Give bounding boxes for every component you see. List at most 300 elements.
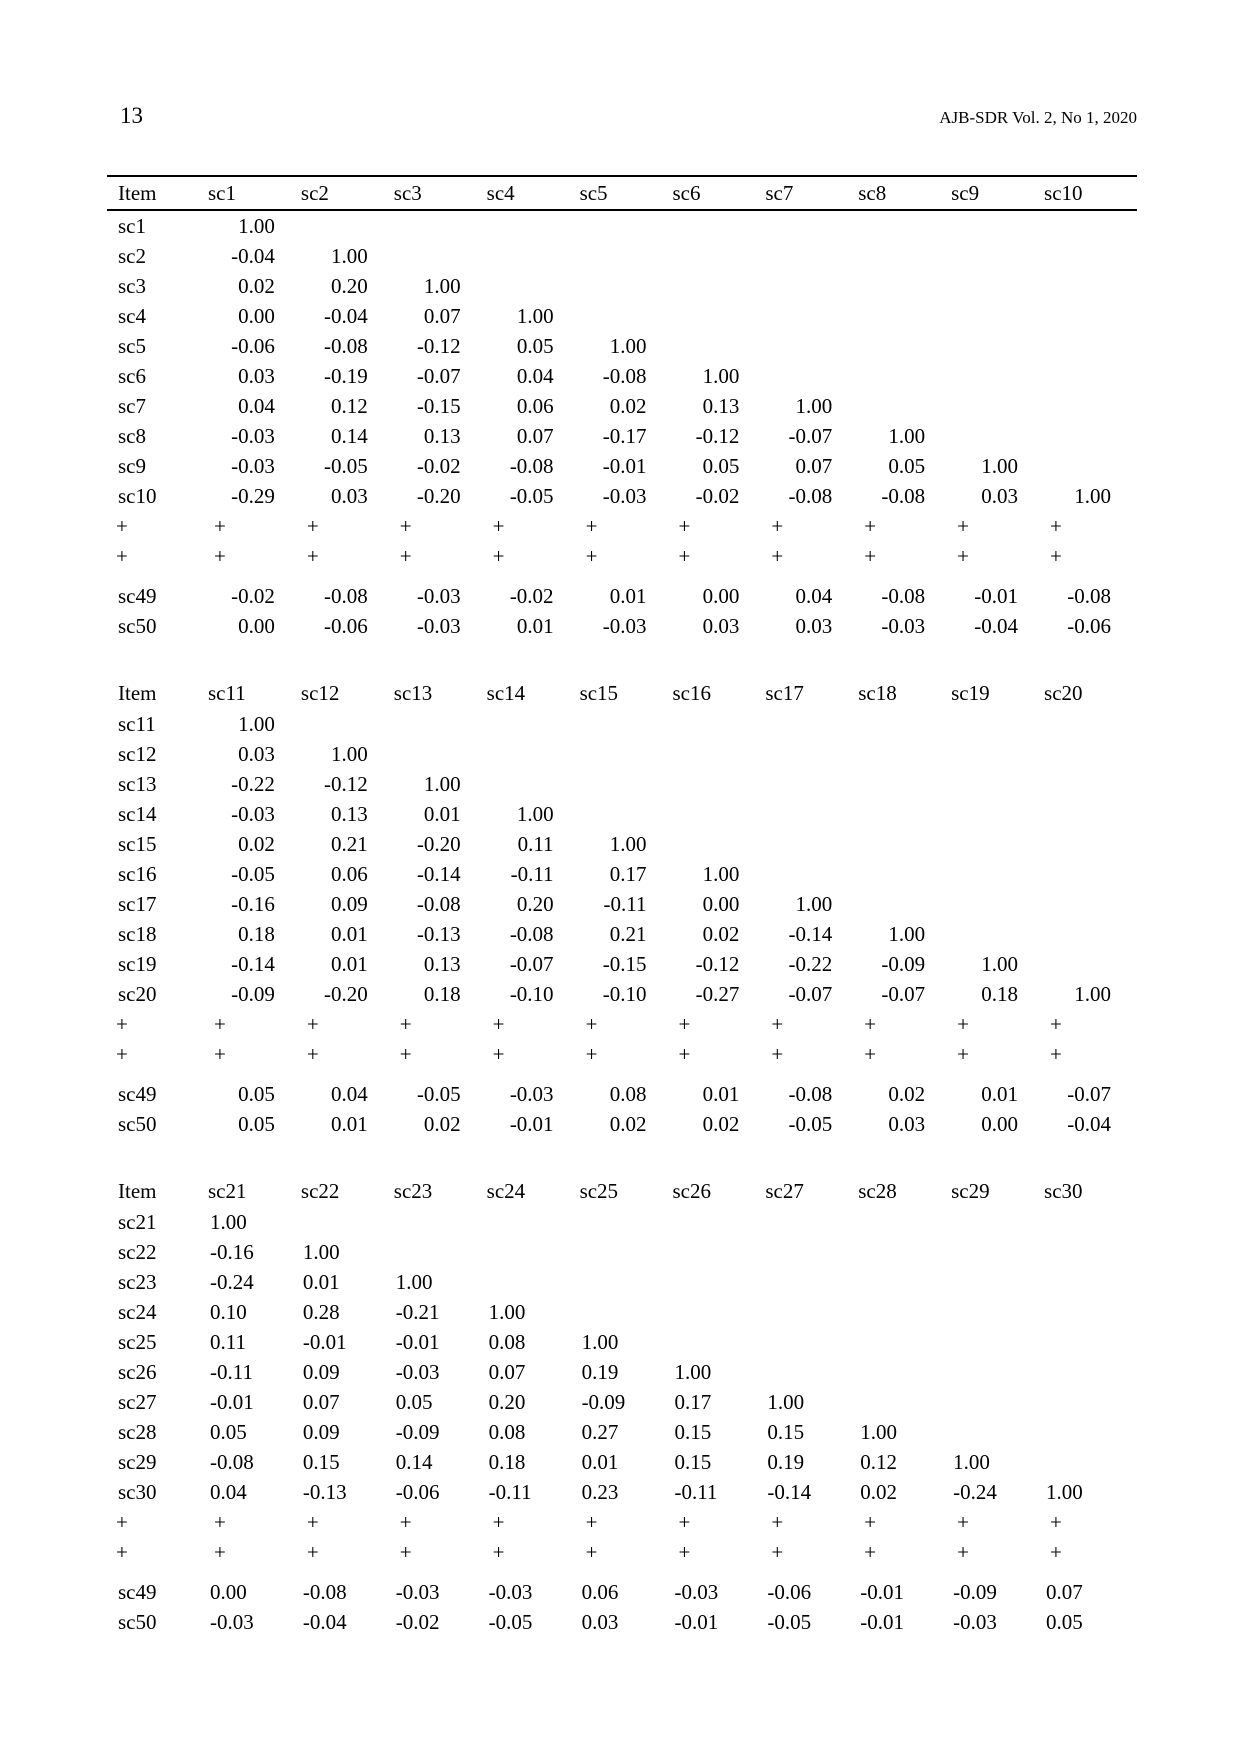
empty-cell [580,799,673,829]
empty-cell [765,1327,858,1357]
empty-cell [858,1387,951,1417]
correlation-value: -0.01 [860,1579,904,1604]
correlation-value: -0.03 [953,1609,997,1634]
empty-cell [858,241,951,271]
correlation-value: 0.01 [702,1081,740,1106]
table-row-sc15 [107,829,1137,859]
correlation-value: -0.27 [695,981,740,1006]
row-label: sc8 [118,423,146,448]
empty-cell [858,361,951,391]
column-header-sc4: sc4 [486,180,515,205]
correlation-value: 0.03 [581,1609,619,1634]
correlation-value: -0.01 [395,1329,440,1354]
row-label: sc50 [118,1111,157,1136]
correlation-value: -0.08 [302,1579,347,1604]
correlation-value: 0.01 [609,583,647,608]
continuation-marker: + [1050,1041,1062,1066]
row-label: sc25 [118,1329,157,1354]
continuation-marker: + [306,1509,319,1534]
correlation-value: 0.15 [302,1449,340,1474]
row-label: sc11 [118,711,156,736]
empty-cell [765,769,858,799]
row-label: sc22 [118,1239,157,1264]
journal-reference: AJB-SDR Vol. 2, No 1, 2020 [939,108,1137,127]
correlation-value: 0.04 [210,1479,247,1504]
correlation-value: 0.05 [888,453,926,478]
empty-cell [1044,1327,1137,1357]
column-header-sc11: sc11 [208,680,246,705]
empty-cell [1044,889,1137,919]
table-row-sc6 [107,361,1137,391]
empty-cell [1044,949,1137,979]
correlation-value: 0.04 [331,1081,368,1106]
empty-cell [580,769,673,799]
table-row-sc28 [107,1417,1137,1447]
continuation-row [107,1507,1137,1537]
correlation-value: 0.00 [702,583,740,608]
empty-cell [858,210,951,241]
correlation-value: -0.08 [788,483,833,508]
row-label: sc12 [118,741,157,766]
correlation-value: 1.00 [395,1269,433,1294]
correlation-value: -0.08 [881,583,926,608]
table-row-sc4 [107,301,1137,331]
empty-cell [1044,1207,1137,1237]
correlation-value: 0.01 [581,1449,619,1474]
empty-cell [951,1387,1044,1417]
correlation-value: 0.03 [888,1111,926,1136]
correlation-value: 0.15 [674,1449,712,1474]
empty-cell [765,859,858,889]
continuation-marker: + [957,1011,969,1036]
correlation-value: -0.03 [488,1579,533,1604]
correlation-value: 0.05 [395,1389,433,1414]
item-column-header: Item [118,180,157,205]
row-label: sc19 [118,951,157,976]
correlation-value: -0.09 [953,1579,997,1604]
continuation-marker: + [1050,1509,1062,1534]
correlation-value: -0.16 [231,891,275,916]
empty-cell [951,739,1044,769]
correlation-value: -0.22 [231,771,275,796]
empty-cell [858,301,951,331]
table-row-sc1 [107,210,1137,241]
continuation-marker: + [492,1509,505,1534]
empty-cell [858,889,951,919]
empty-cell [301,210,394,241]
empty-cell [672,301,765,331]
empty-cell [394,709,487,739]
correlation-value: 0.23 [581,1479,619,1504]
empty-cell [765,271,858,301]
correlation-value: -0.03 [509,1081,554,1106]
correlation-value: -0.15 [602,951,647,976]
row-label: sc20 [118,981,157,1006]
correlation-value: -0.01 [602,453,647,478]
table-row-sc17 [107,889,1137,919]
correlation-value: 0.20 [516,891,554,916]
correlation-value: 1.00 [674,1359,712,1384]
row-label: sc18 [118,921,157,946]
correlation-value: 0.02 [423,1111,461,1136]
correlation-value: 0.06 [581,1579,619,1604]
row-label: sc50 [118,1609,157,1634]
empty-cell [858,769,951,799]
row-label: sc14 [118,801,157,826]
empty-cell [1044,331,1137,361]
correlation-value: 1.00 [795,393,833,418]
correlation-value: 0.12 [331,393,368,418]
correlation-value: -0.04 [302,1609,347,1634]
correlation-value: -0.08 [324,583,368,608]
table-row-sc27 [107,1387,1137,1417]
correlation-value: -0.24 [953,1479,997,1504]
continuation-marker: + [585,1011,598,1036]
column-header-sc13: sc13 [393,680,433,705]
empty-cell [1044,451,1137,481]
empty-cell [951,361,1044,391]
empty-cell [951,210,1044,241]
empty-cell [951,829,1044,859]
correlation-value: -0.09 [581,1389,626,1414]
correlation-value: -0.01 [509,1111,554,1136]
empty-cell [1044,241,1137,271]
correlation-value: -0.11 [510,861,554,886]
continuation-marker: + [771,1539,784,1564]
correlation-value: 0.08 [488,1329,526,1354]
correlation-value: -0.02 [695,483,740,508]
correlation-value: -0.02 [416,453,461,478]
table-row-sc26 [107,1357,1137,1387]
correlation-value: 0.12 [860,1449,897,1474]
empty-cell [672,1327,765,1357]
empty-cell [672,739,765,769]
correlation-value: 0.02 [702,921,740,946]
empty-cell [858,1297,951,1327]
row-label: sc13 [118,771,157,796]
empty-cell [951,421,1044,451]
continuation-marker: + [957,1539,969,1564]
correlation-value: -0.17 [602,423,647,448]
correlation-value: -0.21 [395,1299,440,1324]
correlation-value: -0.09 [231,981,275,1006]
correlation-value: -0.03 [416,583,461,608]
row-label: sc3 [118,273,146,298]
correlation-value: 0.13 [702,393,740,418]
column-header-sc10: sc10 [1044,180,1083,205]
empty-cell [951,301,1044,331]
empty-cell [951,1417,1044,1447]
row-label: sc49 [118,1081,157,1106]
correlation-value: 0.00 [981,1111,1019,1136]
correlation-value: -0.12 [695,951,740,976]
column-header-sc18: sc18 [858,680,897,705]
empty-cell [672,829,765,859]
continuation-marker: + [306,543,319,568]
continuation-marker: + [585,513,598,538]
empty-cell [858,739,951,769]
correlation-value: -0.04 [231,243,275,268]
continuation-marker: + [492,513,505,538]
table-row-sc16 [107,859,1137,889]
empty-cell [951,1207,1044,1237]
correlation-value: -0.06 [1067,613,1111,638]
empty-cell [951,889,1044,919]
correlation-value: -0.05 [788,1111,833,1136]
continuation-marker: + [306,1539,319,1564]
correlation-value: -0.08 [509,453,554,478]
empty-cell [858,391,951,421]
table-row-sc20 [107,979,1137,1009]
correlation-value: 0.07 [516,423,554,448]
column-header-sc15: sc15 [579,680,619,705]
empty-cell [1044,1387,1137,1417]
continuation-marker: + [116,1011,128,1036]
empty-cell [951,1267,1044,1297]
empty-cell [672,241,765,271]
empty-cell [672,271,765,301]
column-header-sc8: sc8 [858,180,887,205]
continuation-marker: + [957,1041,969,1066]
correlation-value: 1.00 [581,1329,619,1354]
correlation-value: 1.00 [609,831,647,856]
correlation-value: 1.00 [702,363,740,388]
continuation-marker: + [864,1539,877,1564]
column-header-sc27: sc27 [765,1178,804,1203]
empty-cell [765,241,858,271]
correlation-value: 0.02 [702,1111,740,1136]
item-column-header: Item [118,680,157,705]
empty-cell [487,739,580,769]
correlation-value: 0.03 [238,741,275,766]
continuation-marker: + [864,1041,877,1066]
empty-cell [580,1297,673,1327]
column-header-sc3: sc3 [393,180,422,205]
correlation-value: 0.02 [238,273,275,298]
correlation-value: -0.07 [881,981,926,1006]
empty-cell [765,1267,858,1297]
correlation-value: 1.00 [1074,981,1111,1006]
continuation-marker: + [771,513,784,538]
correlation-value: -0.05 [231,861,275,886]
correlation-value: 0.01 [331,921,368,946]
continuation-marker: + [214,1509,226,1534]
correlation-value: 0.00 [702,891,740,916]
column-header-sc30: sc30 [1044,1178,1083,1203]
row-label: sc6 [118,363,146,388]
empty-cell [1044,271,1137,301]
empty-cell [1044,1297,1137,1327]
correlation-value: -0.05 [324,453,368,478]
correlation-value: -0.01 [860,1609,904,1634]
correlation-value: -0.12 [324,771,368,796]
correlation-value: 0.00 [210,1579,247,1604]
correlation-value: 0.09 [302,1419,340,1444]
correlation-value: -0.02 [231,583,275,608]
correlation-value: -0.04 [974,613,1019,638]
empty-cell [394,210,487,241]
correlation-value: 0.09 [302,1359,340,1384]
table-row-sc49 [107,1567,1137,1607]
correlation-value: -0.22 [788,951,833,976]
empty-cell [1044,919,1137,949]
continuation-marker: + [306,1041,319,1066]
continuation-marker: + [1050,1011,1062,1036]
correlation-value: 1.00 [981,453,1019,478]
continuation-marker: + [214,1041,226,1066]
empty-cell [765,1207,858,1237]
empty-cell [765,709,858,739]
correlation-value: -0.16 [210,1239,254,1264]
empty-cell [765,1357,858,1387]
table-row-sc5 [107,331,1137,361]
empty-cell [672,1267,765,1297]
row-label: sc23 [118,1269,157,1294]
empty-cell [580,1207,673,1237]
table-row-sc21 [107,1207,1137,1237]
empty-cell [394,1237,487,1267]
correlation-value: 0.13 [331,801,368,826]
correlation-value: -0.08 [602,363,647,388]
correlation-value: 0.01 [516,613,554,638]
correlation-value: -0.05 [416,1081,461,1106]
continuation-marker: + [214,513,226,538]
empty-cell [951,1237,1044,1267]
continuation-marker: + [585,543,598,568]
column-header-sc14: sc14 [486,680,526,705]
empty-cell [580,301,673,331]
table-row-sc10 [107,481,1137,511]
empty-cell [765,829,858,859]
correlation-value: -0.08 [210,1449,254,1474]
empty-cell [951,919,1044,949]
empty-cell [580,739,673,769]
row-label: sc21 [118,1209,157,1234]
continuation-marker: + [399,1041,412,1066]
correlation-value: 1.00 [238,711,275,736]
correlation-value: 1.00 [888,921,926,946]
column-header-sc19: sc19 [951,680,990,705]
correlation-value: 0.11 [517,831,554,856]
correlation-value: -0.03 [674,1579,719,1604]
table-row-sc50 [107,1607,1137,1637]
correlation-value: 0.02 [238,831,275,856]
continuation-marker: + [492,1539,505,1564]
correlation-value: 0.06 [331,861,368,886]
column-header-sc23: sc23 [393,1178,433,1203]
empty-cell [858,331,951,361]
empty-cell [765,1297,858,1327]
continuation-marker: + [678,513,691,538]
empty-cell [580,241,673,271]
correlation-value: 0.21 [331,831,368,856]
row-label: sc29 [118,1449,157,1474]
empty-cell [858,859,951,889]
correlation-value: -0.07 [788,423,833,448]
empty-cell [672,799,765,829]
continuation-marker: + [957,1509,969,1534]
correlation-value: -0.08 [324,333,368,358]
correlation-value: 0.02 [888,1081,926,1106]
correlation-value: -0.09 [395,1419,440,1444]
empty-cell [487,1237,580,1267]
empty-cell [672,210,765,241]
empty-cell [672,331,765,361]
correlation-value: -0.06 [767,1579,812,1604]
empty-cell [301,709,394,739]
correlation-value: 0.03 [702,613,740,638]
continuation-marker: + [678,1011,691,1036]
correlation-value: 0.02 [609,393,647,418]
correlation-value: -0.06 [324,613,368,638]
correlation-value: 0.10 [210,1299,247,1324]
continuation-marker: + [585,1539,598,1564]
continuation-marker: + [306,513,319,538]
correlation-value: 1.00 [488,1299,526,1324]
correlation-value: 1.00 [860,1419,897,1444]
correlation-value: -0.05 [509,483,554,508]
correlation-value: -0.14 [416,861,461,886]
correlation-value: 0.14 [395,1449,433,1474]
empty-cell [858,799,951,829]
empty-cell [858,1357,951,1387]
empty-cell [672,1237,765,1267]
correlation-value: -0.03 [210,1609,254,1634]
correlation-value: 0.08 [488,1419,526,1444]
continuation-marker: + [1050,543,1062,568]
empty-cell [1044,799,1137,829]
table-row-sc13 [107,769,1137,799]
correlation-table-block-1 [107,175,1137,641]
correlation-value: -0.20 [416,483,461,508]
correlation-value: -0.04 [1067,1111,1111,1136]
correlation-value: 1.00 [888,423,926,448]
empty-cell [858,271,951,301]
correlation-value: 0.05 [702,453,740,478]
continuation-marker: + [678,543,691,568]
correlation-value: 0.07 [302,1389,340,1414]
correlation-value: 0.18 [981,981,1019,1006]
correlation-value: 0.14 [331,423,368,448]
continuation-marker: + [492,1041,505,1066]
correlation-value: -0.20 [416,831,461,856]
correlation-table-block-2 [107,677,1137,1139]
page-number: 13 [120,103,143,128]
row-label: sc24 [118,1299,157,1324]
table-row-sc12 [107,739,1137,769]
column-header-sc12: sc12 [300,680,340,705]
table-row-sc2 [107,241,1137,271]
correlation-value: 0.07 [795,453,833,478]
correlation-value: -0.12 [416,333,461,358]
correlation-value: 0.03 [331,483,368,508]
correlation-value: -0.01 [974,583,1019,608]
column-header-sc28: sc28 [858,1178,897,1203]
correlation-value: 0.01 [302,1269,340,1294]
correlation-table-sc21-sc30 [107,1175,1137,1637]
correlation-value: -0.11 [674,1479,718,1504]
correlation-table-block-3 [107,1175,1137,1637]
correlation-value: 0.01 [981,1081,1019,1106]
empty-cell [487,210,580,241]
correlation-table-sc1-sc10 [107,175,1137,641]
correlation-value: 0.20 [331,273,368,298]
correlation-value: -0.13 [302,1479,347,1504]
continuation-row [107,1009,1137,1039]
correlation-value: 0.09 [331,891,368,916]
correlation-value: 1.00 [609,333,647,358]
empty-cell [858,1327,951,1357]
